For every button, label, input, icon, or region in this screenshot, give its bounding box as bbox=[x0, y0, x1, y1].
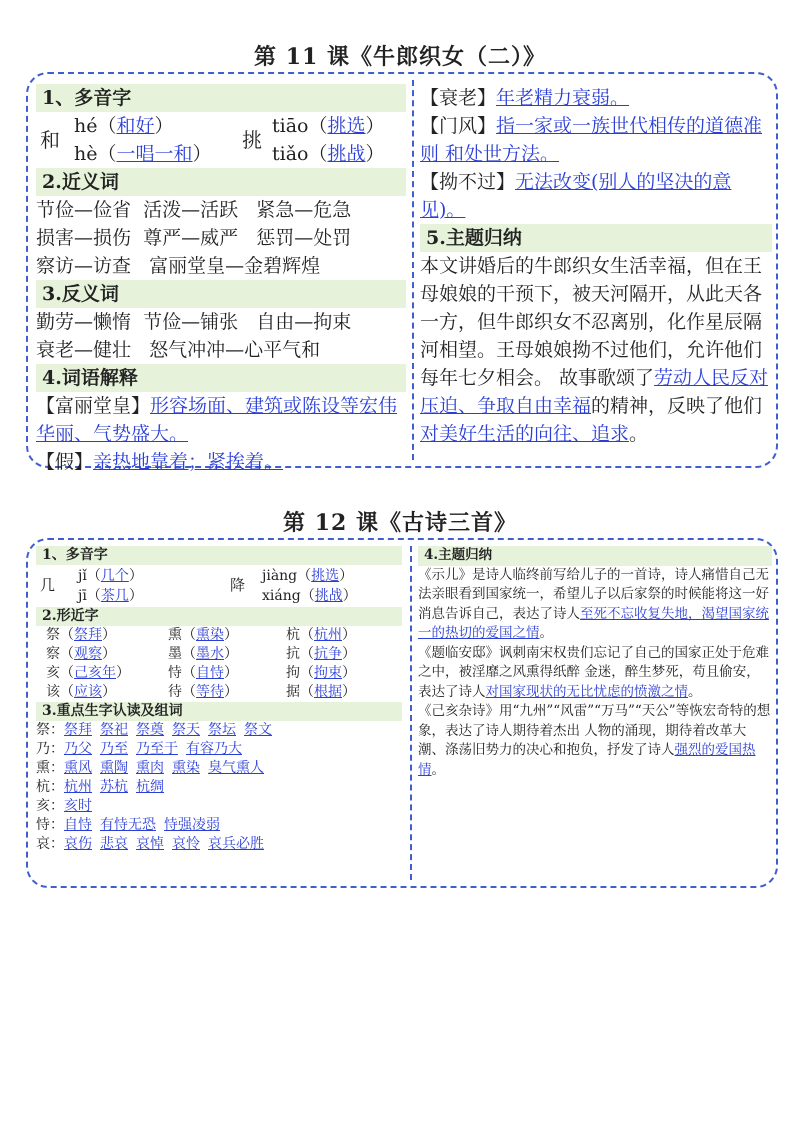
lesson11-left-column bbox=[36, 84, 406, 476]
similar-char: 亥 bbox=[46, 665, 60, 681]
section-header-theme: 5.主题归纳 bbox=[420, 224, 772, 252]
similar-char-cell: 待（等待） bbox=[168, 684, 238, 700]
lesson11-title: 第 11 课《牛郎织女（二）》 bbox=[254, 44, 546, 70]
polyphone-tiao-reading-2: tiǎo（挑战） bbox=[272, 143, 385, 165]
similar-char-row bbox=[36, 683, 402, 702]
key-word: 熏染 bbox=[172, 760, 200, 776]
theme-paragraph: 本文讲婚后的牛郎织女生活幸福，但在王母娘娘的干预下，被天河隔开，从此天各一方，但牛郎织女不忍离别，化作星辰隔河相望。王母娘娘拗不过他们，允许他们每年七夕相会。 故事歌颂了劳动人民反对压迫、争取自由幸福的精神，反映了他们对美好生活的向往、追求。 bbox=[420, 255, 769, 445]
definition-text: 年老精力衰弱。 bbox=[496, 87, 630, 109]
theme-highlight: 对国家现状的无比忧虑的愤激之情 bbox=[485, 683, 688, 700]
polyphone-char-ji: 几 bbox=[40, 576, 56, 594]
antonym-row: 衰老—健壮 怒气冲冲—心平气和 bbox=[36, 339, 321, 361]
key-char: 恃： bbox=[36, 817, 64, 833]
similar-char-word: 己亥年 bbox=[74, 665, 116, 681]
definition-shuailao bbox=[420, 84, 772, 112]
section-header-synonyms: 2.近义词 bbox=[36, 168, 406, 196]
similar-char: 杭 bbox=[286, 627, 300, 643]
key-word-row bbox=[36, 778, 402, 797]
key-word: 乃至于 bbox=[136, 741, 178, 757]
definition-fulitanghuang bbox=[36, 392, 406, 448]
key-word: 祭拜 bbox=[64, 722, 92, 738]
definition-aobuguo bbox=[420, 168, 772, 224]
theme-shier: 《示儿》是诗人临终前写给儿子的一首诗，诗人痛惜自己无法亲眼看到国家统一，希望儿子以后家祭的时候能将这一好消息告诉自己，表达了诗人至死不忘收复失地，渴望国家统一的热切的爱国之情。 bbox=[418, 566, 769, 641]
column-divider bbox=[412, 80, 414, 460]
lesson12-card bbox=[26, 538, 778, 888]
polyphone-word: 挑战 bbox=[314, 588, 343, 604]
key-word: 哀怜 bbox=[172, 836, 200, 852]
key-char: 祭： bbox=[36, 722, 64, 738]
key-word-row bbox=[36, 721, 402, 740]
key-word-row bbox=[36, 759, 402, 778]
similar-char: 祭 bbox=[46, 627, 60, 643]
key-word-row bbox=[36, 835, 402, 854]
polyphone-ji-reading-1: jǐ（几个） bbox=[78, 568, 143, 584]
similar-char: 据 bbox=[286, 684, 300, 700]
column-divider bbox=[410, 546, 412, 880]
polyphone-char-tiao: 挑 bbox=[242, 128, 262, 152]
lesson12-right-column bbox=[418, 546, 772, 780]
definition-text: 无法改变(别人的坚决的意见)。 bbox=[420, 171, 732, 221]
polyphone-tiao-reading-1: tiāo（挑选） bbox=[272, 115, 385, 137]
polyphone-char-he: 和 bbox=[40, 128, 60, 152]
similar-char-cell: 据（根据） bbox=[286, 684, 356, 700]
key-word-list bbox=[36, 721, 402, 854]
definition-text: 指一家或一族世代相传的道德准则 和处世方法。 bbox=[420, 115, 763, 165]
key-word: 苏杭 bbox=[100, 779, 128, 795]
similar-char-cell: 亥（己亥年） bbox=[46, 665, 130, 681]
key-word: 祭文 bbox=[244, 722, 272, 738]
polyphone-he-reading-1: hé（和好） bbox=[74, 115, 174, 137]
definition-term: 【假】 bbox=[36, 451, 94, 473]
polyphone-char-jiang: 降 bbox=[230, 576, 246, 594]
section-header-antonyms: 3.反义词 bbox=[36, 280, 406, 308]
similar-char-row bbox=[36, 626, 402, 645]
definition-jia bbox=[36, 448, 406, 476]
key-word: 有恃无恐 bbox=[100, 817, 156, 833]
similar-char-cell: 恃（自恃） bbox=[168, 665, 238, 681]
similar-char: 熏 bbox=[168, 627, 182, 643]
key-word: 哀悼 bbox=[136, 836, 164, 852]
key-word: 哀伤 bbox=[64, 836, 92, 852]
key-char: 杭： bbox=[36, 779, 64, 795]
similar-char-word: 观察 bbox=[74, 646, 102, 662]
polyphone-word: 挑选 bbox=[311, 568, 340, 584]
key-word: 悲哀 bbox=[100, 836, 128, 852]
polyphone-word: 挑选 bbox=[327, 115, 366, 137]
definition-term: 【衰老】 bbox=[420, 87, 497, 109]
similar-char: 墨 bbox=[168, 646, 182, 662]
synonym-row: 察访—访查 富丽堂皇—金碧辉煌 bbox=[36, 255, 321, 277]
synonym-row: 节俭—俭省 活泼—活跃 紧急—危急 bbox=[36, 199, 352, 221]
definition-term: 【拗不过】 bbox=[420, 171, 516, 193]
key-word-row bbox=[36, 816, 402, 835]
similar-char-row bbox=[36, 645, 402, 664]
antonym-row: 勤劳—懒惰 节俭—铺张 自由—拘束 bbox=[36, 311, 352, 333]
similar-char: 抗 bbox=[286, 646, 300, 662]
similar-char-cell: 该（应该） bbox=[46, 684, 116, 700]
theme-highlight: 强烈的爱国热情 bbox=[418, 742, 756, 778]
section-header-polyphones: 1、多音字 bbox=[36, 546, 402, 565]
definition-text: 形容场面、建筑或陈设等宏伟 华丽、气势盛大。 bbox=[36, 395, 398, 445]
key-char: 熏： bbox=[36, 760, 64, 776]
similar-char-word: 墨水 bbox=[196, 646, 224, 662]
polyphone-ji-reading-2: jī（茶几） bbox=[78, 588, 143, 604]
section-header-theme: 4.主题归纳 bbox=[418, 546, 772, 566]
lesson11-card bbox=[26, 72, 778, 473]
similar-char-table bbox=[36, 626, 402, 702]
similar-char-word: 等待 bbox=[196, 684, 224, 700]
lesson11-right-column bbox=[420, 84, 772, 448]
key-word: 臭气熏人 bbox=[208, 760, 264, 776]
similar-char-word: 杭州 bbox=[314, 627, 342, 643]
theme-highlight: 劳动人民反对压迫、争取自由幸福 bbox=[420, 367, 769, 417]
polyphone-word: 一唱一和 bbox=[116, 143, 193, 165]
key-word: 熏风 bbox=[64, 760, 92, 776]
polyphone-block bbox=[36, 112, 406, 168]
key-word: 杭绸 bbox=[136, 779, 164, 795]
key-word: 祭坛 bbox=[208, 722, 236, 738]
key-word-row bbox=[36, 740, 402, 759]
similar-char: 该 bbox=[46, 684, 60, 700]
similar-char-cell: 察（观察） bbox=[46, 646, 116, 662]
definition-menfeng bbox=[420, 112, 772, 168]
synonym-row: 损害—损伤 尊严—威严 惩罚—处罚 bbox=[36, 227, 352, 249]
key-word: 祭奠 bbox=[136, 722, 164, 738]
key-word: 有容乃大 bbox=[186, 741, 242, 757]
similar-char-cell: 熏（熏染） bbox=[168, 627, 238, 643]
key-word: 乃父 bbox=[64, 741, 92, 757]
key-word: 熏陶 bbox=[100, 760, 128, 776]
similar-char-cell: 拘（拘束） bbox=[286, 665, 356, 681]
key-word: 哀兵必胜 bbox=[208, 836, 264, 852]
similar-char-word: 根据 bbox=[314, 684, 342, 700]
key-word: 杭州 bbox=[64, 779, 92, 795]
similar-char-word: 应该 bbox=[74, 684, 102, 700]
definition-term: 【门风】 bbox=[420, 115, 497, 137]
polyphone-word: 几个 bbox=[100, 568, 129, 584]
similar-char-cell: 抗（抗争） bbox=[286, 646, 356, 662]
lesson12-left-column bbox=[36, 546, 402, 854]
polyphone-he-reading-2: hè（一唱一和） bbox=[74, 143, 212, 165]
similar-char-row bbox=[36, 664, 402, 683]
polyphone-jiang-reading-2: xiáng（挑战） bbox=[262, 588, 357, 604]
key-word: 自恃 bbox=[64, 817, 92, 833]
polyphone-word: 和好 bbox=[116, 115, 155, 137]
key-word: 乃至 bbox=[100, 741, 128, 757]
similar-char: 恃 bbox=[168, 665, 182, 681]
key-word: 熏肉 bbox=[136, 760, 164, 776]
section-header-definitions: 4.词语解释 bbox=[36, 364, 406, 392]
lesson12-title: 第 12 课《古诗三首》 bbox=[283, 510, 517, 536]
similar-char-word: 熏染 bbox=[196, 627, 224, 643]
similar-char: 察 bbox=[46, 646, 60, 662]
key-char: 哀： bbox=[36, 836, 64, 852]
polyphone-block bbox=[36, 565, 402, 607]
definition-text: 亲热地靠着；紧挨着。 bbox=[93, 451, 284, 473]
similar-char: 待 bbox=[168, 684, 182, 700]
similar-char-cell: 祭（祭拜） bbox=[46, 627, 116, 643]
definition-term: 【富丽堂皇】 bbox=[36, 395, 151, 417]
key-word-row bbox=[36, 797, 402, 816]
theme-highlight: 至死不忘收复失地，渴望国家统一的热切的爱国之情 bbox=[418, 605, 769, 641]
polyphone-word: 挑战 bbox=[327, 143, 366, 165]
theme-tilinandi: 《题临安邸》讽刺南宋权贵们忘记了自己的国家正处于危难之中，被淫靡之风熏得纸醉 金迷，醉生梦死，苟且偷安，表达了诗人对国家现状的无比忧虑的愤激之情。 bbox=[418, 644, 769, 700]
key-word: 祭天 bbox=[172, 722, 200, 738]
key-char: 乃： bbox=[36, 741, 64, 757]
key-word: 恃强凌弱 bbox=[164, 817, 220, 833]
key-char: 亥： bbox=[36, 798, 64, 814]
section-header-key-words: 3.重点生字认读及组词 bbox=[36, 702, 402, 721]
similar-char-word: 祭拜 bbox=[74, 627, 102, 643]
similar-char-cell: 墨（墨水） bbox=[168, 646, 238, 662]
theme-jihaizashi: 《己亥杂诗》用“九州”“风雷”“万马”“天公”等恢宏奇特的想象，表达了诗人期待着杰出 人物的涌现，期待着改革大潮、涤荡旧势力的决心和抱负，抒发了诗人强烈的爱国热情。 bbox=[418, 703, 771, 778]
key-word: 祭祀 bbox=[100, 722, 128, 738]
section-header-polyphones: 1、多音字 bbox=[36, 84, 406, 112]
polyphone-jiang-reading-1: jiàng（挑选） bbox=[262, 568, 354, 584]
theme-highlight: 对美好生活的向往、追求 bbox=[420, 423, 630, 445]
similar-char-word: 自恃 bbox=[196, 665, 224, 681]
polyphone-word: 茶几 bbox=[100, 588, 129, 604]
similar-char: 拘 bbox=[286, 665, 300, 681]
key-word: 亥时 bbox=[64, 798, 92, 814]
similar-char-word: 拘束 bbox=[314, 665, 342, 681]
section-header-similar-chars: 2.形近字 bbox=[36, 607, 402, 626]
similar-char-word: 抗争 bbox=[314, 646, 342, 662]
similar-char-cell: 杭（杭州） bbox=[286, 627, 356, 643]
